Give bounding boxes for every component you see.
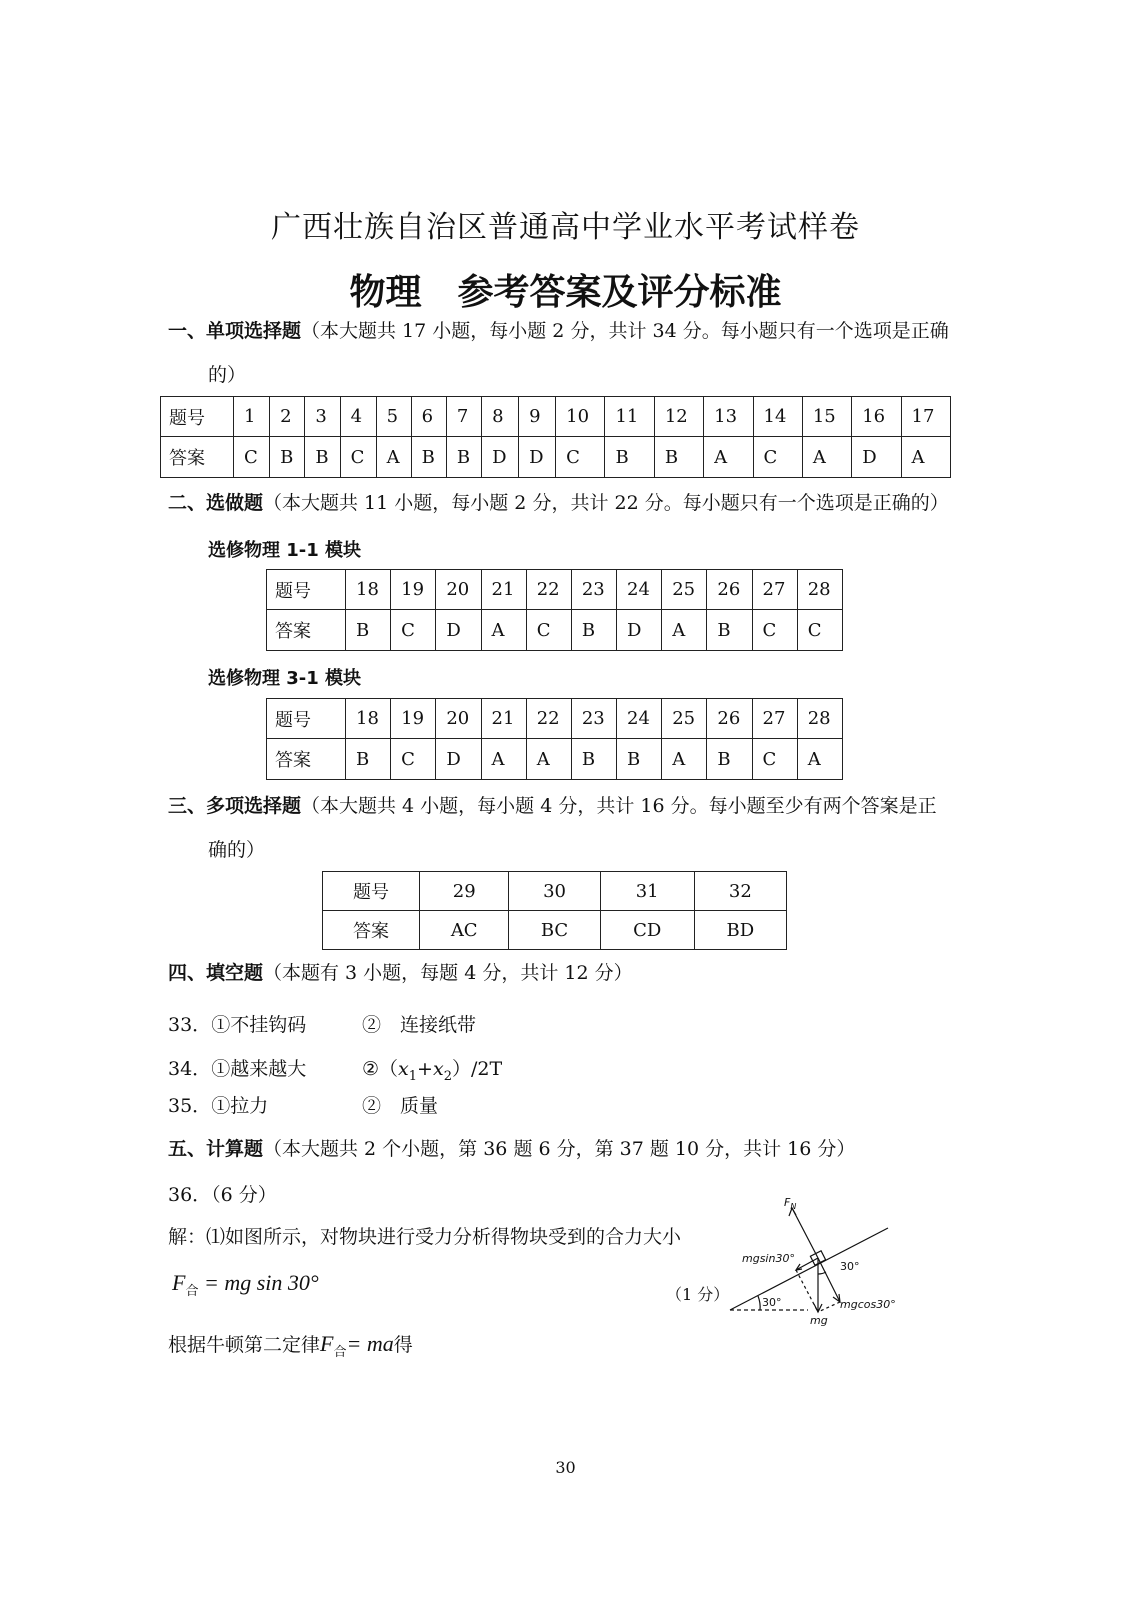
q33-b: ② 连接纸带 [362,1014,477,1036]
q34-b [362,1054,502,1084]
sec3-number-row [323,872,787,911]
sec1-label: 一、单项选择题 [168,320,302,342]
row-label-a: 答案 [161,437,234,478]
table-cell: A [797,739,842,780]
sec4-heading [168,958,968,988]
table-cell: BD [694,911,786,950]
sec5-heading [168,1134,988,1164]
sec4-label: 四、填空题 [168,962,264,984]
table-cell: A [526,739,571,780]
table-cell: 7 [446,397,481,437]
mgcos-label: mgcos30° [840,1298,896,1311]
sec1-answer-row [161,437,951,478]
table-cell: 31 [600,872,694,911]
table-cell: 28 [797,699,842,739]
sec3-desc-cont: 确的） [208,839,266,861]
row-label-q: 题号 [267,570,346,610]
table-cell: 25 [662,699,707,739]
table-cell: 2 [270,397,305,437]
sec5-label: 五、计算题 [168,1138,264,1160]
q33-a: ①不挂钩码 [211,1014,307,1036]
module2-table [266,698,843,780]
table-cell: D [852,437,901,478]
sec3-answer-row [323,911,787,950]
table-cell: A [662,739,707,780]
subtitle-text: 参考答案及评分标准 [457,272,782,313]
normal-force-arrow [792,1208,818,1258]
formula1-rhs: = mg sin 30° [203,1270,319,1295]
module1-number-row [267,570,843,610]
subject: 物理 [349,272,422,313]
table-cell: 28 [797,570,842,610]
table-cell: 10 [556,397,605,437]
table-cell: 16 [852,397,901,437]
line2-post: 得 [393,1334,413,1356]
table-cell: B [270,437,305,478]
sec3-heading [168,791,968,821]
table-cell: C [752,610,797,651]
q35-a: ①拉力 [211,1095,269,1117]
sec1-desc-cont: 的） [208,364,247,386]
table-cell: B [617,739,662,780]
table-cell: 30 [509,872,600,911]
mgcos-arrow [818,1258,840,1302]
table-cell: 8 [482,397,519,437]
table-cell: C [526,610,571,651]
q36-line2 [168,1330,413,1360]
table-cell: 20 [436,699,481,739]
table-cell: 29 [420,872,509,911]
table-cell: 27 [752,570,797,610]
q34-a: ①越来越大 [211,1058,307,1080]
mgsin-label: mgsin30° [742,1252,795,1265]
table-cell: B [411,437,446,478]
table-cell: 14 [753,397,802,437]
table-cell: 21 [481,570,526,610]
q34-x1: x [398,1058,409,1080]
module1-title: 选修物理 1-1 模块 [208,540,362,561]
table-cell: B [571,739,616,780]
sec2-heading [168,488,988,518]
table-cell: D [617,610,662,651]
table-cell: 22 [526,570,571,610]
table-cell: 25 [662,570,707,610]
module2-title: 选修物理 3-1 模块 [208,668,362,689]
table-cell: 18 [346,570,391,610]
table-cell: 24 [617,699,662,739]
mg-label: mg [810,1314,828,1327]
table-cell: B [707,610,752,651]
table-cell: 32 [694,872,786,911]
table-cell: BC [509,911,600,950]
table-cell: CD [600,911,694,950]
table-cell: A [901,437,950,478]
q34-s1: 1 [408,1069,418,1084]
module1-table [266,569,843,651]
angle-label-incline: 30° [762,1296,782,1309]
table-cell: 5 [376,397,411,437]
table-cell: D [436,610,481,651]
formula2-F: F [320,1331,334,1356]
q36-head: 36．（6 分） [168,1184,277,1206]
sec1-number-row [161,397,951,437]
dashed-component2 [818,1302,840,1312]
table-cell: 9 [519,397,556,437]
table-cell: 26 [707,699,752,739]
table-cell: 19 [391,699,436,739]
sec2-label: 二、选做题 [168,492,264,514]
row-label-q: 题号 [267,699,346,739]
fn-label: $F_N$ [784,1196,797,1211]
table-cell: 17 [901,397,950,437]
table-cell: 18 [346,699,391,739]
q34-plus: + [417,1058,433,1080]
q35-b: ② 质量 [362,1095,439,1117]
table-cell: 19 [391,570,436,610]
sec3-desc: （本大题共 4 小题，每小题 4 分，共计 16 分。每小题至少有两个答案是正 [301,795,937,817]
table-cell: 26 [707,570,752,610]
table-cell: C [391,610,436,651]
table-cell: 4 [340,397,376,437]
angle-arc-mg [818,1272,826,1274]
table-cell: B [346,610,391,651]
table-cell: A [376,437,411,478]
table-cell: 3 [305,397,340,437]
table-cell: B [707,739,752,780]
table-cell: 27 [752,699,797,739]
q34-b-pre: ②（ [362,1058,399,1080]
table-cell: C [234,437,270,478]
formula1-sub: 合 [185,1283,199,1298]
table-cell: A [704,437,753,478]
sec3-label: 三、多项选择题 [168,795,302,817]
sec1-table [160,396,951,478]
table-cell: 23 [571,699,616,739]
sec1-desc: （本大题共 17 小题，每小题 2 分，共计 34 分。每小题只有一个选项是正确 [301,320,949,342]
table-cell: A [481,610,526,651]
doc-subtitle [0,264,1131,315]
formula2-rhs: = ma [346,1331,394,1356]
q34 [168,1054,306,1081]
table-cell: 15 [802,397,851,437]
line2-pre: 根据牛顿第二定律 [168,1334,321,1356]
q36-line1: 解：⑴如图所示，对物块进行受力分析得物块受到的合力大小 [168,1226,682,1248]
page-number: 30 [555,1458,576,1477]
table-cell: A [662,610,707,651]
table-cell: B [654,437,703,478]
table-cell: C [340,437,376,478]
table-cell: 23 [571,570,616,610]
table-cell: B [605,437,654,478]
table-cell: B [305,437,340,478]
table-cell: C [797,610,842,651]
q34-x2: x [432,1058,444,1080]
q34-num: 34． [168,1058,212,1080]
table-cell: 24 [617,570,662,610]
table-cell: C [391,739,436,780]
q34-b-post: ）/2T [451,1058,503,1080]
row-label-a: 答案 [267,610,346,651]
module2-answer-row [267,739,843,780]
formula2-sub: 合 [333,1345,347,1360]
sec4-desc: （本题有 3 小题，每题 4 分，共计 12 分） [263,962,633,984]
q34-s2: 2 [443,1069,452,1084]
module1-answer-row [267,610,843,651]
sec1-heading [168,316,968,346]
table-cell: B [446,437,481,478]
module2-number-row [267,699,843,739]
angle-label-top: 30° [840,1260,860,1273]
doc-title: 广西壮族自治区普通高中学业水平考试样卷 [271,210,860,245]
q33-num: 33． [168,1014,212,1036]
incline-angle-arc [758,1296,760,1310]
q35 [168,1091,268,1118]
table-cell: 6 [411,397,446,437]
table-cell: D [519,437,556,478]
sec2-desc: （本大题共 11 小题，每小题 2 分，共计 22 分。每小题只有一个选项是正确的） [263,492,949,514]
table-cell: 13 [704,397,753,437]
table-cell: A [802,437,851,478]
table-cell: C [556,437,605,478]
table-cell: 1 [234,397,270,437]
score-note: （1 分） [666,1285,730,1304]
q35-num: 35． [168,1095,212,1117]
sec3-table [322,871,787,950]
row-label-a: 答案 [267,739,346,780]
table-cell: 11 [605,397,654,437]
table-cell: C [752,739,797,780]
table-cell: C [753,437,802,478]
row-label-a: 答案 [323,911,420,950]
force-diagram [720,1190,920,1330]
table-cell: AC [420,911,509,950]
table-cell: 21 [481,699,526,739]
table-cell: A [481,739,526,780]
table-cell: D [436,739,481,780]
table-cell: 20 [436,570,481,610]
q33 [168,1010,306,1037]
table-cell: B [571,610,616,651]
row-label-q: 题号 [161,397,234,437]
sec5-desc: （本大题共 2 个小题，第 36 题 6 分，第 37 题 10 分，共计 16 分） [263,1138,856,1160]
table-cell: 12 [654,397,703,437]
formula1-F: F [172,1270,186,1295]
table-cell: D [482,437,519,478]
formula1 [172,1270,319,1299]
row-label-q: 题号 [323,872,420,911]
table-cell: 22 [526,699,571,739]
table-cell: B [346,739,391,780]
